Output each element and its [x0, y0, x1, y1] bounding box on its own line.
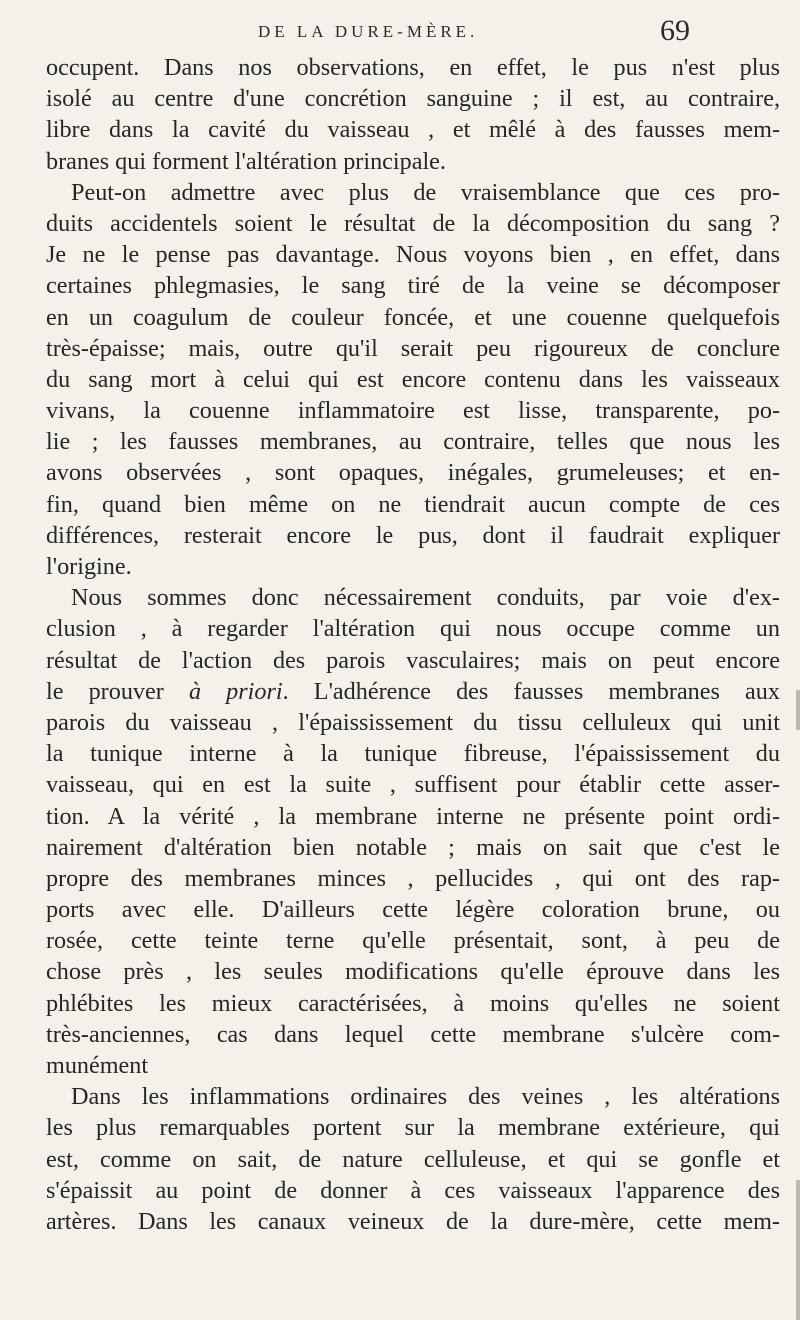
text-line: résultat de l'action des parois vasculaires; mais on peut encore [46, 646, 780, 674]
text-line: différences, resterait encore le pus, dont il faudrait expliquer [46, 521, 780, 549]
running-title: DE LA DURE-MÈRE. [258, 22, 479, 41]
text-line [46, 676, 780, 707]
text-line: duits accidentels soient le résultat de la décomposition du sang ? [46, 209, 780, 237]
text-line: rosée, cette teinte terne qu'elle présentait, sont, à peu de [46, 927, 780, 955]
text-line: ports avec elle. D'ailleurs cette légère coloration brune, ou [46, 896, 780, 924]
text-line: vivans, la couenne inflammatoire est lisse, transparente, po- [46, 397, 780, 425]
text-line: l'origine. [46, 553, 132, 580]
text-line: phlébites les mieux caractérisées, à moins qu'elles ne soient [46, 989, 780, 1017]
text-line: Je ne le pense pas davantage. Nous voyons bien , en effet, dans [46, 241, 780, 269]
text-line: très-anciennes, cas dans lequel cette membrane s'ulcère com- [46, 1020, 780, 1048]
text-line: fin, quand bien même on ne tiendrait aucun compte de ces [46, 490, 780, 518]
page-number: 69 [660, 14, 690, 47]
italic-phrase: à priori [188, 677, 283, 705]
text-line: en un coagulum de couleur foncée, et une couenne quelquefois [46, 303, 780, 331]
text-line: Nous sommes donc nécessairement conduits, par voie d'ex- [71, 584, 780, 612]
text-line: très-épaisse; mais, outre qu'il serait peu rigoureux de conclure [46, 334, 780, 362]
text-line: certaines phlegmasies, le sang tiré de la veine se décomposer [46, 272, 780, 300]
text-line: Dans les inflammations ordinaires des veines , les altérations [71, 1083, 780, 1111]
text-line: vaisseau, qui en est la suite , suffisent pour établir cette asser- [46, 771, 780, 799]
text-line: Peut-on admettre avec plus de vraisemblance que ces pro- [71, 178, 780, 206]
text-line: parois du vaisseau , l'épaississement du tissu celluleux qui unit [46, 708, 780, 736]
body-text [46, 52, 780, 1237]
page-edge-mark [796, 690, 800, 730]
running-head [0, 12, 800, 52]
text-line: lie ; les fausses membranes, au contraire, telles que nous les [46, 428, 780, 456]
text-line: avons observées , sont opaques, inégales, grumeleuses; et en- [46, 459, 780, 487]
text-line: branes qui forment l'altération principale. [46, 147, 446, 175]
text-line: les plus remarquables portent sur la membrane extérieure, qui [46, 1114, 780, 1142]
text-line: clusion , à regarder l'altération qui nous occupe comme un [46, 615, 780, 643]
page-edge-mark [796, 1180, 800, 1320]
text-segment: le prouver [46, 677, 189, 705]
text-line: nairement d'altération bien notable ; mais on sait que c'est le [46, 833, 780, 861]
text-line: artères. Dans les canaux veineux de la dure-mère, cette mem- [46, 1207, 780, 1235]
text-line: est, comme on sait, de nature celluleuse, et qui se gonfle et [46, 1145, 780, 1173]
text-line: occupent. Dans nos observations, en effet, le pus n'est plus [46, 54, 780, 81]
text-line: du sang mort à celui qui est encore contenu dans les vaisseaux [46, 365, 780, 393]
text-line: propre des membranes minces , pellucides , qui ont des rap- [46, 864, 780, 892]
text-line: s'épaissit au point de donner à ces vaisseaux l'apparence des [46, 1176, 780, 1204]
text-line: isolé au centre d'une concrétion sanguine ; il est, au contraire, [46, 85, 780, 113]
text-line: chose près , les seules modifications qu'elle éprouve dans les [46, 958, 780, 986]
text-segment: . L'adhérence des fausses membranes aux [282, 677, 780, 705]
text-line: tion. A la vérité , la membrane interne ne présente point ordi- [46, 802, 780, 830]
text-line: libre dans la cavité du vaisseau , et mêlé à des fausses mem- [46, 116, 780, 144]
text-line: la tunique interne à la tunique fibreuse, l'épaississement du [46, 740, 780, 768]
text-line: munément [46, 1052, 149, 1079]
